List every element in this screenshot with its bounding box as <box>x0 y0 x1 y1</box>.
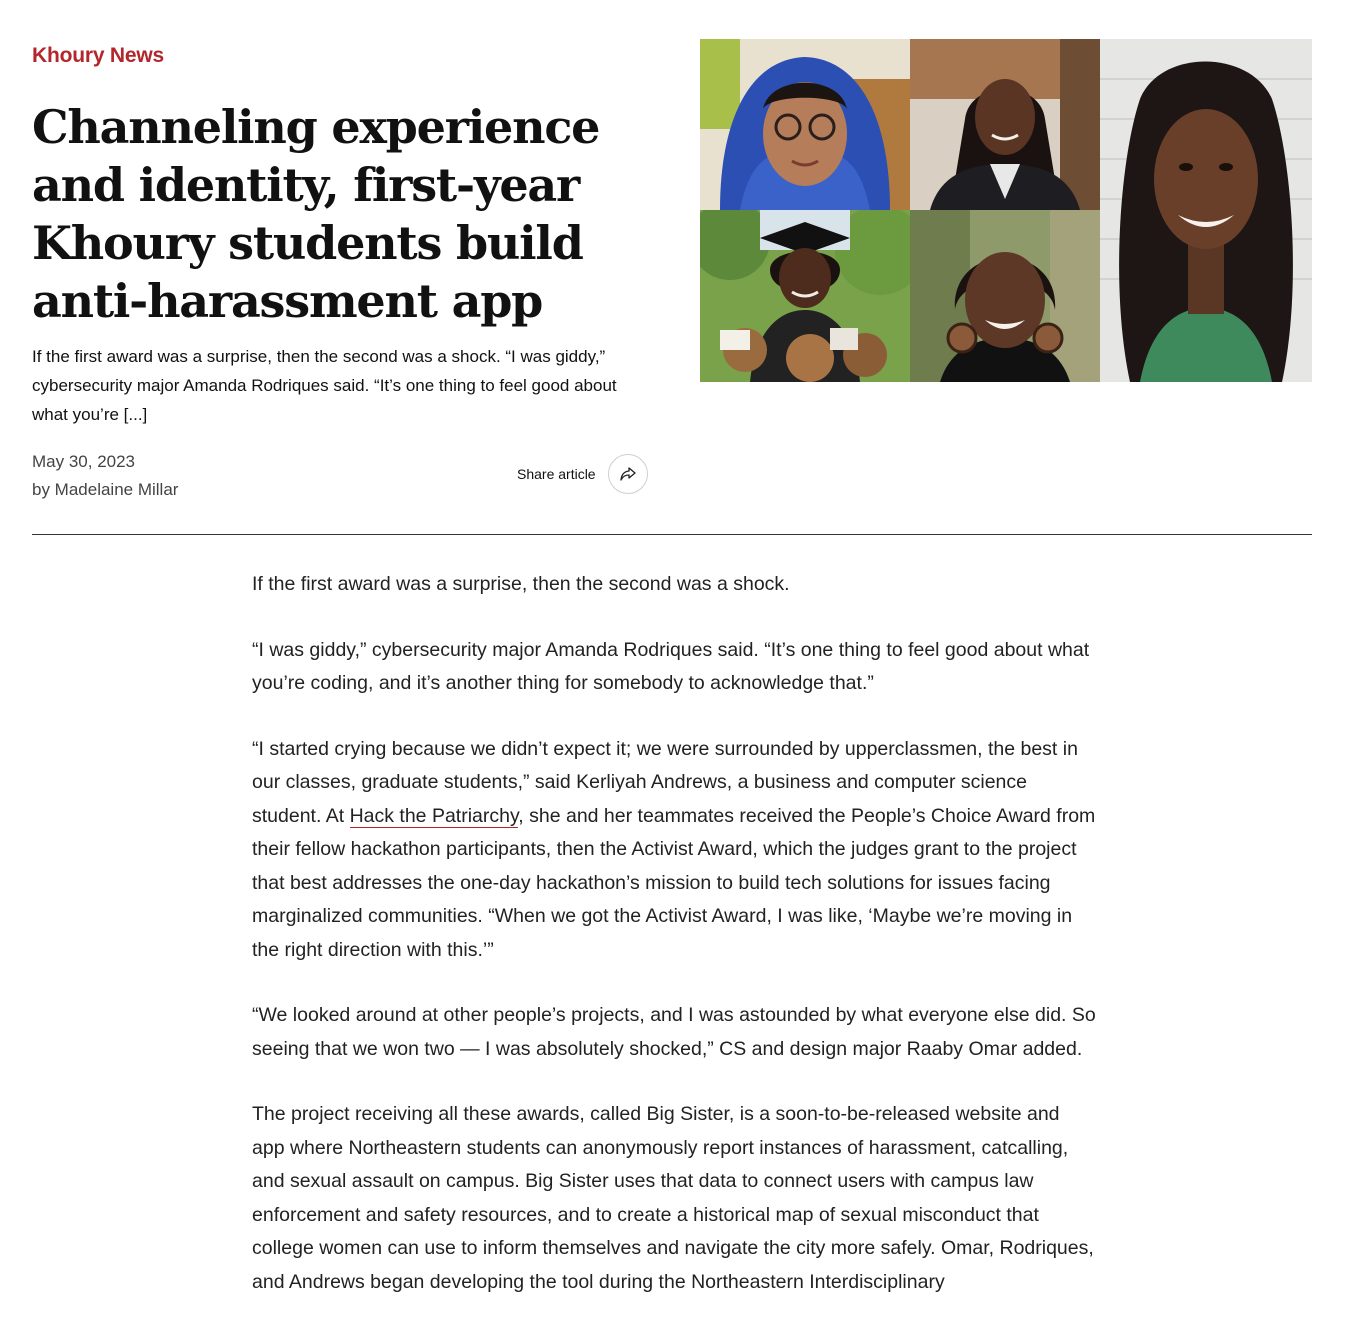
paragraph-2: “I was giddy,” cybersecurity major Amanda Rodriques said. “It’s one thing to feel good about what you’re coding, and it’s another thing for somebody to acknowledge that.” <box>252 638 1090 694</box>
paragraph-3-before: “I started crying because we didn’t expect it; we were surrounded by upperclassmen, the best in our classes, graduate students,” said Kerliyah Andrews, a business and computer science student. At <box>252 737 1078 827</box>
share-article-button[interactable] <box>517 454 648 494</box>
byline: by Madelaine Millar <box>32 480 179 499</box>
article-header <box>32 38 652 429</box>
article-title: Channeling experience and identity, first-year Khoury students build anti-harassment app <box>32 100 600 328</box>
photo-tile-4 <box>700 210 910 382</box>
paragraph-4: “We looked around at other people’s projects, and I was astounded by what everyone else did. So seeing that we won two — I was absolutely shocked,” CS and design major Raaby Omar added. <box>252 1004 1096 1060</box>
share-arrow-icon <box>619 466 637 482</box>
photo-tile-1 <box>700 39 910 210</box>
hack-the-patriarchy-link[interactable]: Hack the Patriarchy <box>349 804 519 827</box>
article-body <box>252 568 1097 1331</box>
header-divider <box>32 534 1312 535</box>
section-kicker[interactable]: Khoury News <box>32 44 164 67</box>
paragraph-5: The project receiving all these awards, called Big Sister, is a soon-to-be-released website and app where Northeastern students can anonymously report instances of harassment, catcalling, and sexual assault on campus. Big Sister uses that data to connect users with campus law enforcement and safety resources, and to create a historical map of sexual misconduct that college women can use to inform themselves and navigate the city more safely. Omar, Rodriques, and Andrews began developing the tool during the Northeastern Interdisciplinary <box>252 1103 1094 1293</box>
photo-tile-3 <box>1100 39 1312 382</box>
share-circle[interactable] <box>608 454 648 494</box>
share-label: Share article <box>517 466 596 482</box>
publish-date: May 30, 2023 <box>32 452 136 471</box>
paragraph-3-after: , she and her teammates received the People’s Choice Award from their fellow hackathon participants, then the Activist Award, which the judges grant to the project that best addresses the one-day hackathon’s mission to build tech solutions for issues facing marginalized communities. “When we got the Activist Award, I was like, ‘Maybe we’re moving in the right direction with this.’” <box>252 804 1096 961</box>
paragraph-1: If the first award was a surprise, then the second was a shock. <box>252 573 790 595</box>
article-meta <box>32 448 178 504</box>
article-dek: If the first award was a surprise, then the second was a shock. “I was giddy,” cybersecurity major Amanda Rodriques said. “It’s one thing to feel good about what you’re [...] <box>32 347 617 424</box>
photo-tile-5 <box>910 210 1100 382</box>
hero-photo-collage <box>700 39 1312 382</box>
photo-tile-2 <box>910 39 1100 210</box>
paragraph-3 <box>252 733 1097 968</box>
